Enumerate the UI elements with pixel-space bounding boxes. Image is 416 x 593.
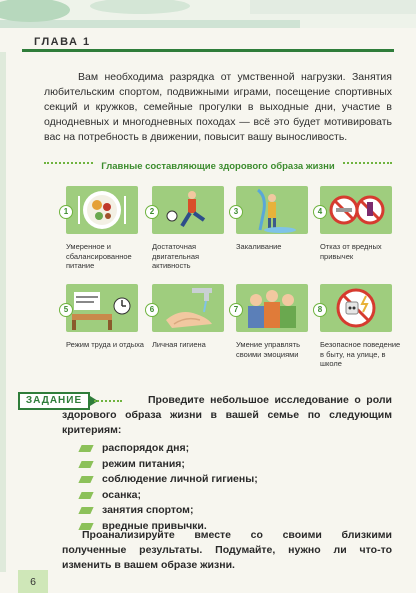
- tile-nutrition: [66, 186, 138, 234]
- number-badge: 4: [313, 205, 327, 219]
- number-badge: 6: [145, 303, 159, 317]
- criterion-text: вредные привычки.: [102, 519, 207, 532]
- chapter-header: [22, 30, 394, 52]
- intro-paragraph: Вам необходима разрядка от умственной нагрузки. Занятия любительским спортом, подвижными играми, посещение спортивных секций и кружков, семейные прогулки в выходные дни, участие в однодневных и многодневных походах — всё это будет мотивировать вас на потребность в движении, повысит вашу выносливость.: [44, 71, 392, 143]
- desk-and-bed-icon: [66, 284, 138, 332]
- section-title: [44, 156, 392, 170]
- bullet-marker-icon: [78, 445, 93, 452]
- left-margin-decoration: [0, 52, 16, 572]
- number-badge: 3: [229, 205, 243, 219]
- task-label: ЗАДАНИЕ: [18, 392, 90, 410]
- caption-safety: Безопасное поведение в быту, на улице, в школе: [320, 340, 401, 368]
- water-pouring-icon: [236, 186, 308, 234]
- no-smoking-icon: [320, 186, 392, 234]
- criterion-text: занятия спортом;: [102, 504, 194, 516]
- people-group-icon: [236, 284, 308, 332]
- criterion-text: осанка;: [102, 488, 142, 501]
- bullet-marker-icon: [78, 507, 93, 514]
- tile-activity: [152, 186, 224, 234]
- caption-nutrition: Умеренное и сбалансированное питание: [66, 242, 132, 270]
- caption-hygiene: Личная гигиена: [152, 340, 206, 349]
- number-badge: 1: [59, 205, 73, 219]
- chapter-label: ГЛАВА 1: [34, 36, 91, 48]
- page-number: 6: [18, 570, 48, 593]
- plate-icon: [66, 186, 138, 234]
- caption-work-rest: Режим труда и отдыха: [66, 340, 144, 349]
- tile-bad-habits: [320, 186, 392, 234]
- tile-hardening: [236, 186, 308, 234]
- caption-emotions: Умение управлять своими эмоциями: [236, 340, 301, 359]
- conclusion-paragraph: Проанализируйте вместе со своими близкими полученные результаты. Подумайте, нужно ли что-то изменить в вашем образе жизни.: [62, 529, 392, 571]
- list-item: [80, 457, 380, 473]
- football-player-icon: [152, 186, 224, 234]
- list-item: [80, 441, 380, 457]
- list-item: [80, 472, 380, 488]
- tile-emotions: [236, 284, 308, 332]
- section-title-text: Главные составляющие здорового образа жизни: [95, 161, 340, 172]
- caption-bad-habits: Отказ от вредных привычек: [320, 242, 382, 261]
- criteria-list: [80, 441, 380, 534]
- tile-work-rest: [66, 284, 138, 332]
- number-badge: 2: [145, 205, 159, 219]
- caption-activity: Достаточная двигательная активность: [152, 242, 200, 270]
- criterion-text: распорядок дня;: [102, 442, 190, 454]
- task-text: Проведите небольшое исследование о роли здорового образа жизни в вашей семье по следующим критериям:: [62, 394, 392, 436]
- list-item: [80, 503, 380, 519]
- number-badge: 5: [59, 303, 73, 317]
- bullet-marker-icon: [78, 476, 93, 483]
- tile-hygiene: [152, 284, 224, 332]
- top-decoration: [0, 0, 416, 28]
- criterion-text: соблюдение личной гигиены;: [102, 473, 258, 485]
- danger-socket-icon: [320, 284, 392, 332]
- number-badge: 8: [313, 303, 327, 317]
- caption-hardening: Закаливание: [236, 242, 282, 251]
- list-item: [80, 488, 380, 504]
- hand-washing-icon: [152, 284, 224, 332]
- tile-safety: [320, 284, 392, 332]
- number-badge: 7: [229, 303, 243, 317]
- bullet-marker-icon: [78, 492, 93, 499]
- criterion-text: режим питания;: [102, 457, 185, 470]
- bullet-marker-icon: [78, 461, 93, 468]
